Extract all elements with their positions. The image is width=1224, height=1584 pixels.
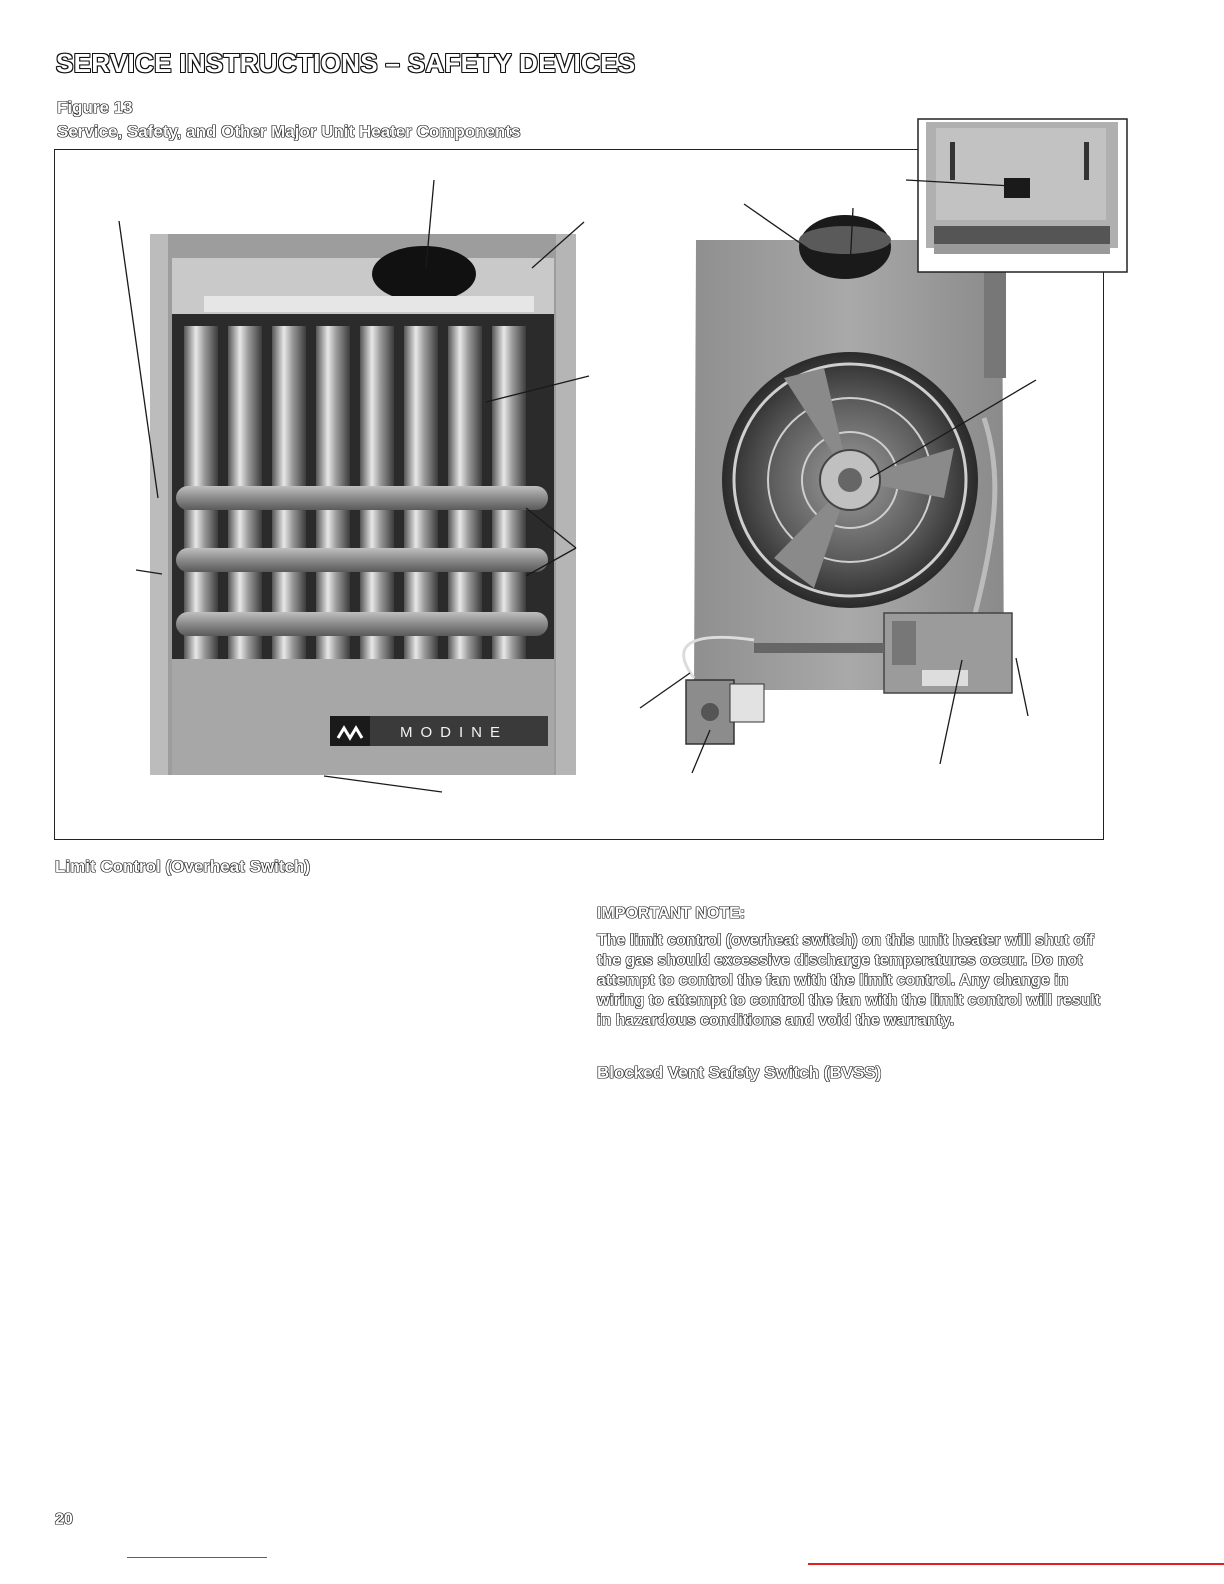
unit-rear-view bbox=[684, 215, 1012, 744]
footer-rule bbox=[808, 1563, 1224, 1565]
limit-control-switch bbox=[1004, 178, 1030, 198]
flue-collar bbox=[372, 246, 476, 302]
figure-illustration bbox=[54, 118, 1130, 848]
important-note-body: The limit control (overheat switch) on this unit heater will shut off the gas should excessive discharge temperatures occur. Do not attempt to control the fan with the limit control. Any change in wiring to attempt to control the fan with the limit control will result in hazardous conditions and void the warranty. bbox=[597, 932, 1101, 1029]
important-note-heading: IMPORTANT NOTE: bbox=[597, 905, 746, 922]
figure-number: Figure 13 bbox=[57, 98, 133, 117]
figure-caption: Service, Safety, and Other Major Unit Heater Components bbox=[57, 122, 521, 141]
unit-front-view bbox=[150, 234, 576, 775]
page-number: 20 bbox=[55, 1511, 73, 1528]
footer-link-underline[interactable] bbox=[127, 1557, 267, 1558]
limit-control-heading: Limit Control (Overheat Switch) bbox=[55, 857, 311, 876]
bvss-heading: Blocked Vent Safety Switch (BVSS) bbox=[597, 1063, 882, 1082]
page-title: SERVICE INSTRUCTIONS – SAFETY DEVICES bbox=[56, 48, 636, 78]
control-box bbox=[884, 613, 1012, 693]
modine-nameplate bbox=[330, 716, 548, 746]
gas-valve bbox=[686, 680, 764, 744]
inset-photo bbox=[918, 119, 1127, 272]
burner-manifold-bars bbox=[176, 486, 548, 636]
brand-plate-text: MODINE bbox=[400, 724, 508, 741]
